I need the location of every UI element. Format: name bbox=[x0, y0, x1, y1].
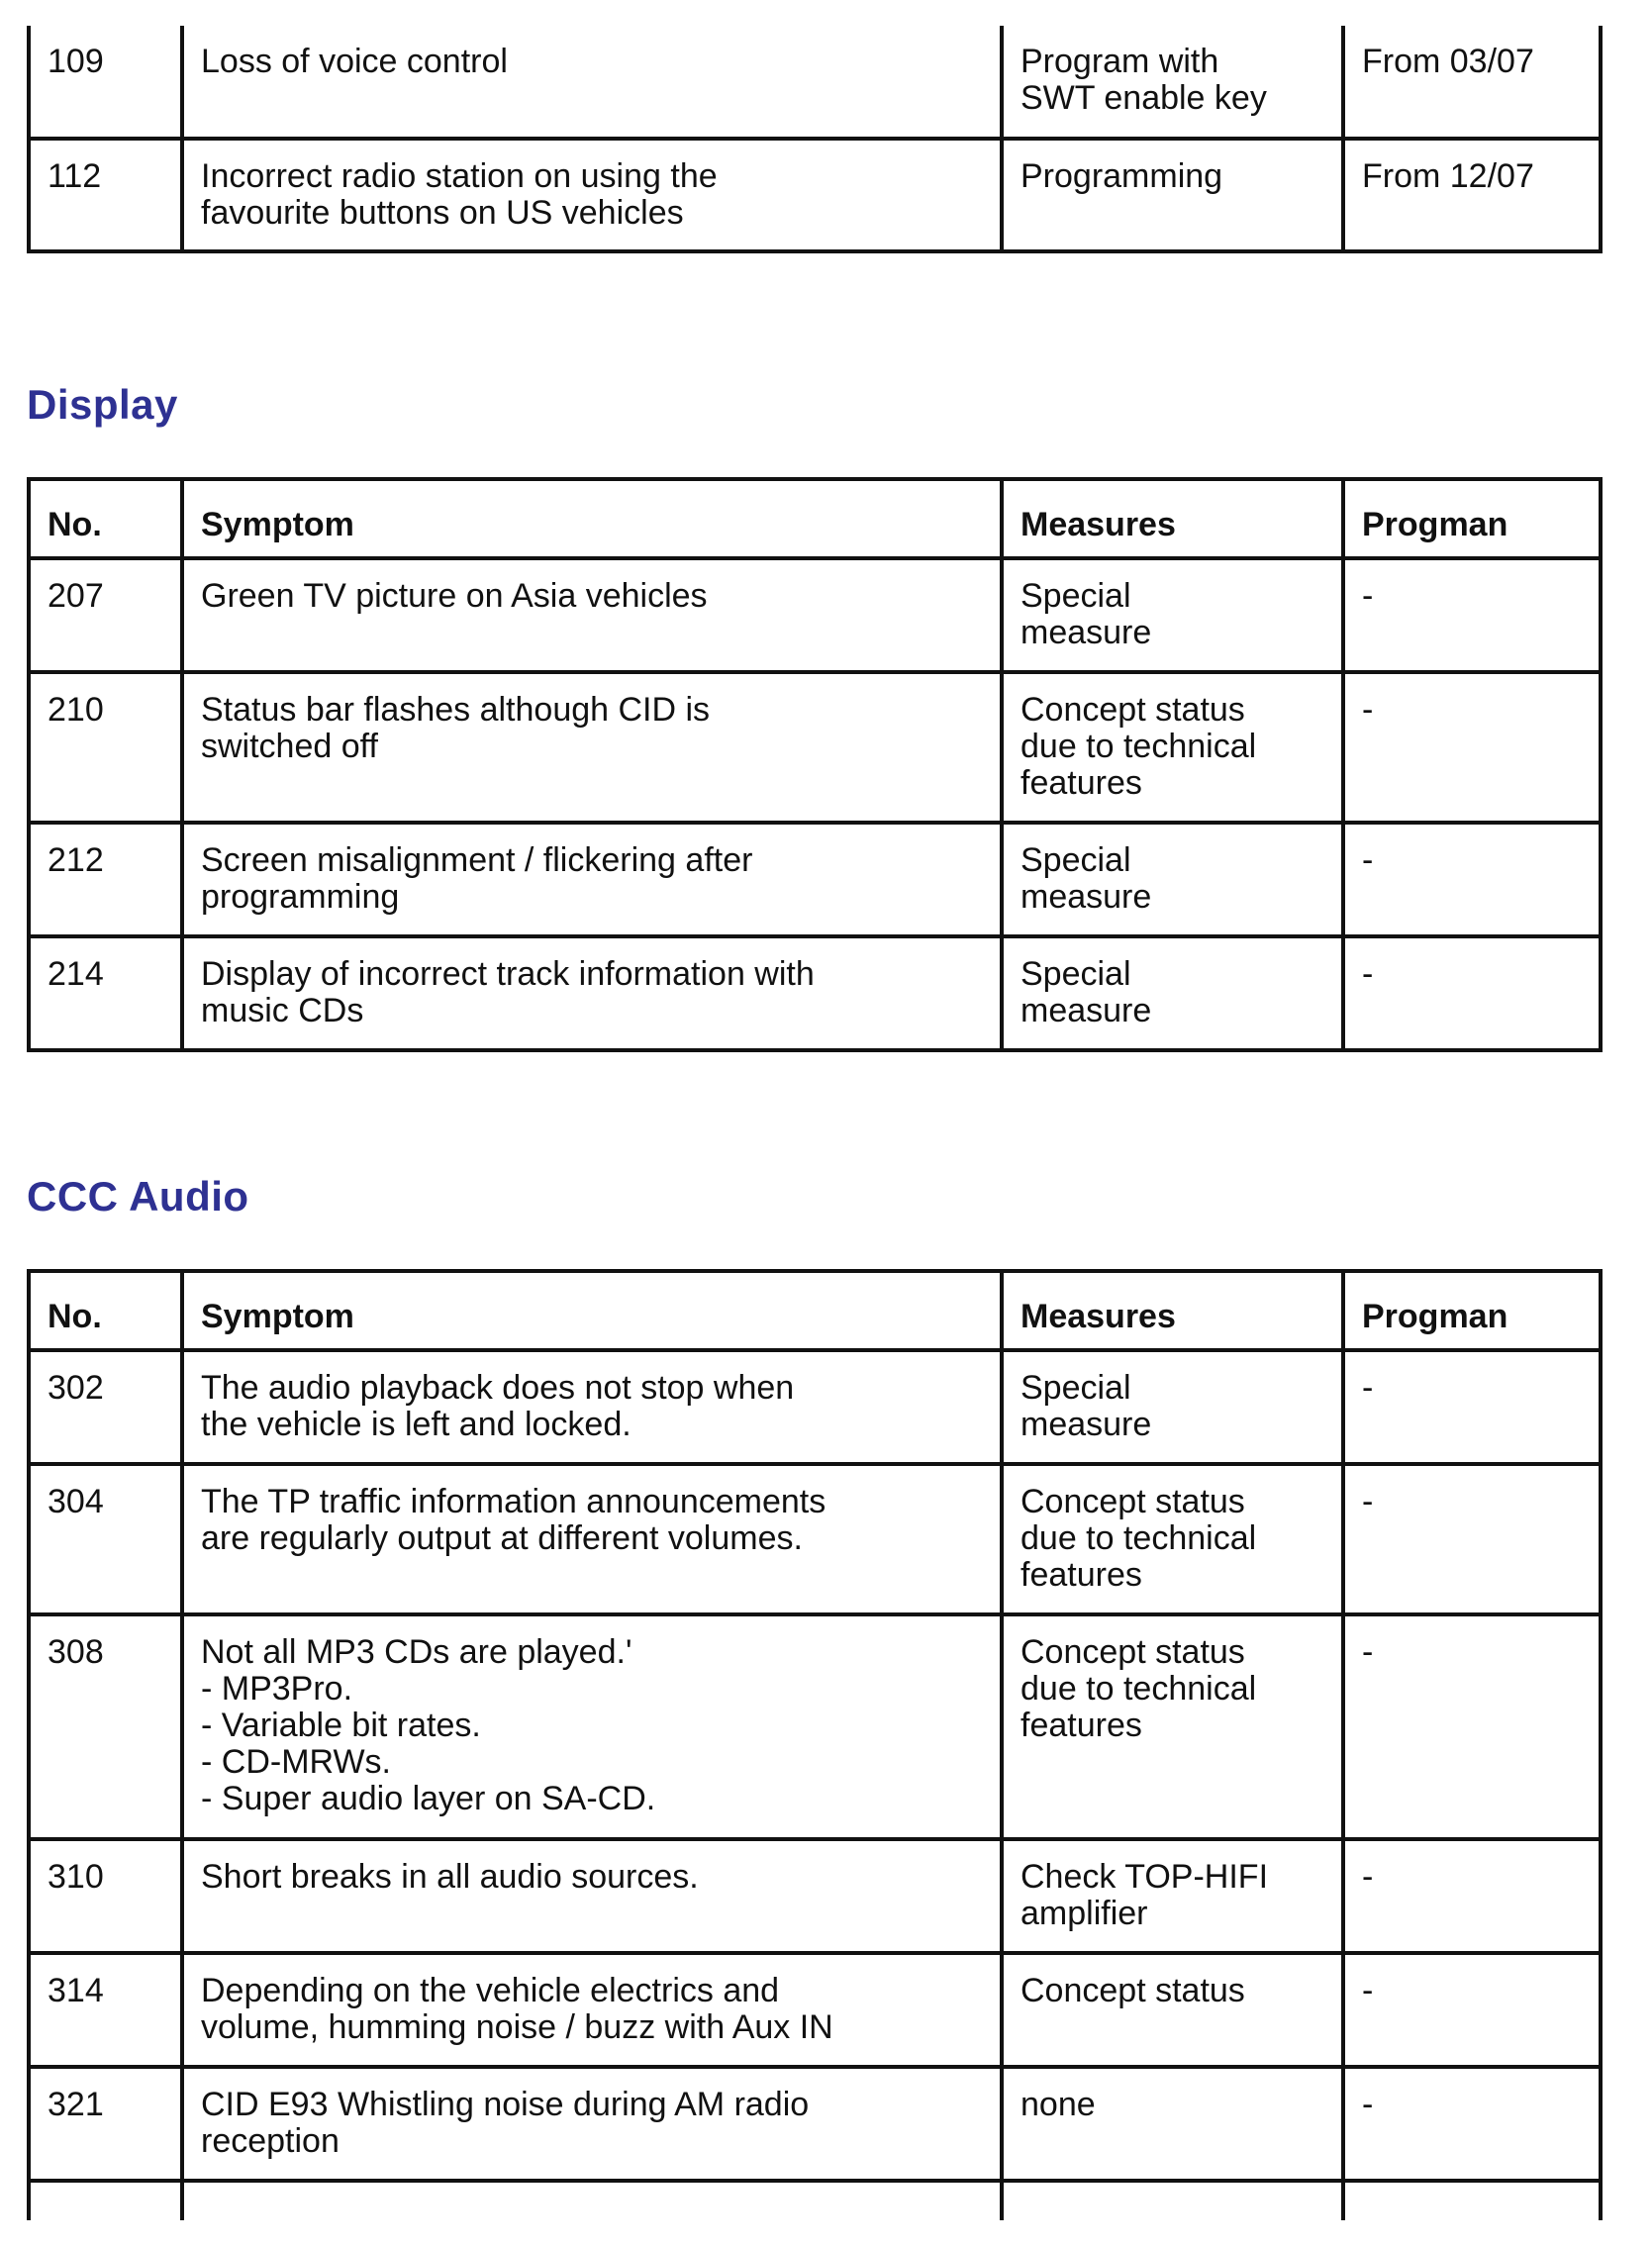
cell-symptom: Loss of voice control bbox=[182, 26, 1002, 139]
cell-progman bbox=[1343, 2181, 1601, 2220]
cell-no: 207 bbox=[29, 558, 182, 672]
cell-measures: Check TOP-HIFI amplifier bbox=[1002, 1839, 1343, 1953]
column-header-measures: Measures bbox=[1002, 479, 1343, 558]
cell-symptom: Depending on the vehicle electrics and volume, humming noise / buzz with Aux IN bbox=[182, 1953, 1002, 2067]
column-header-symptom: Symptom bbox=[182, 479, 1002, 558]
table-row bbox=[29, 139, 1601, 251]
cell-measures: Concept status due to technical features bbox=[1002, 1614, 1343, 1839]
table-header-row bbox=[29, 1271, 1601, 1350]
ccc-audio-table bbox=[27, 1269, 1603, 2220]
cell-no: 109 bbox=[29, 26, 182, 139]
cell-symptom: Not all MP3 CDs are played.' - MP3Pro. - Variable bit rates. - CD-MRWs. - Super audio layer on SA-CD. bbox=[182, 1614, 1002, 1839]
cell-progman: - bbox=[1343, 1350, 1601, 1464]
cell-symptom: The TP traffic information announcements are regularly output at different volumes. bbox=[182, 1464, 1002, 1614]
cell-progman: - bbox=[1343, 1464, 1601, 1614]
cell-measures: none bbox=[1002, 2067, 1343, 2181]
cell-symptom: Display of incorrect track information with music CDs bbox=[182, 936, 1002, 1050]
table-row bbox=[29, 1350, 1601, 1464]
cell-measures bbox=[1002, 2181, 1343, 2220]
table-row bbox=[29, 936, 1601, 1050]
table-row bbox=[29, 823, 1601, 936]
cell-progman: From 03/07 bbox=[1343, 26, 1601, 139]
cell-no: 310 bbox=[29, 1839, 182, 1953]
cell-symptom: Incorrect radio station on using the favourite buttons on US vehicles bbox=[182, 139, 1002, 251]
table-row bbox=[29, 2067, 1601, 2181]
cell-measures: Programming bbox=[1002, 139, 1343, 251]
cell-no bbox=[29, 2181, 182, 2220]
column-header-measures: Measures bbox=[1002, 1271, 1343, 1350]
cell-progman: - bbox=[1343, 1614, 1601, 1839]
cell-progman: - bbox=[1343, 2067, 1601, 2181]
cell-measures: Concept status bbox=[1002, 1953, 1343, 2067]
table-header-row bbox=[29, 479, 1601, 558]
display-table bbox=[27, 477, 1603, 1052]
cell-measures: Special measure bbox=[1002, 936, 1343, 1050]
cell-symptom bbox=[182, 2181, 1002, 2220]
cell-progman: - bbox=[1343, 1953, 1601, 2067]
table-row bbox=[29, 1464, 1601, 1614]
table-row bbox=[29, 558, 1601, 672]
cell-symptom: CID E93 Whistling noise during AM radio reception bbox=[182, 2067, 1002, 2181]
table-row bbox=[29, 2181, 1601, 2220]
cell-no: 214 bbox=[29, 936, 182, 1050]
section-heading-ccc-audio: CCC Audio bbox=[27, 1173, 249, 1220]
cell-progman: - bbox=[1343, 936, 1601, 1050]
cell-no: 308 bbox=[29, 1614, 182, 1839]
column-header-no: No. bbox=[29, 479, 182, 558]
cell-symptom: Status bar flashes although CID is switched off bbox=[182, 672, 1002, 823]
cell-no: 210 bbox=[29, 672, 182, 823]
cell-symptom: The audio playback does not stop when the vehicle is left and locked. bbox=[182, 1350, 1002, 1464]
cell-no: 302 bbox=[29, 1350, 182, 1464]
cell-no: 212 bbox=[29, 823, 182, 936]
table-row bbox=[29, 1614, 1601, 1839]
cell-progman: - bbox=[1343, 1839, 1601, 1953]
continued-table bbox=[27, 26, 1603, 253]
column-header-no: No. bbox=[29, 1271, 182, 1350]
cell-symptom: Short breaks in all audio sources. bbox=[182, 1839, 1002, 1953]
section-heading-display: Display bbox=[27, 381, 178, 428]
cell-measures: Special measure bbox=[1002, 1350, 1343, 1464]
cell-measures: Special measure bbox=[1002, 823, 1343, 936]
cell-measures: Program with SWT enable key bbox=[1002, 26, 1343, 139]
cell-progman: - bbox=[1343, 672, 1601, 823]
cell-progman: From 12/07 bbox=[1343, 139, 1601, 251]
cell-no: 314 bbox=[29, 1953, 182, 2067]
column-header-progman: Progman bbox=[1343, 1271, 1601, 1350]
cell-measures: Concept status due to technical features bbox=[1002, 672, 1343, 823]
column-header-symptom: Symptom bbox=[182, 1271, 1002, 1350]
cell-progman: - bbox=[1343, 558, 1601, 672]
table-row bbox=[29, 26, 1601, 139]
table-row bbox=[29, 672, 1601, 823]
table-row bbox=[29, 1953, 1601, 2067]
cell-no: 112 bbox=[29, 139, 182, 251]
column-header-progman: Progman bbox=[1343, 479, 1601, 558]
cell-no: 304 bbox=[29, 1464, 182, 1614]
cell-symptom: Green TV picture on Asia vehicles bbox=[182, 558, 1002, 672]
cell-measures: Concept status due to technical features bbox=[1002, 1464, 1343, 1614]
cell-measures: Special measure bbox=[1002, 558, 1343, 672]
table-row bbox=[29, 1839, 1601, 1953]
cell-no: 321 bbox=[29, 2067, 182, 2181]
cell-progman: - bbox=[1343, 823, 1601, 936]
cell-symptom: Screen misalignment / flickering after programming bbox=[182, 823, 1002, 936]
